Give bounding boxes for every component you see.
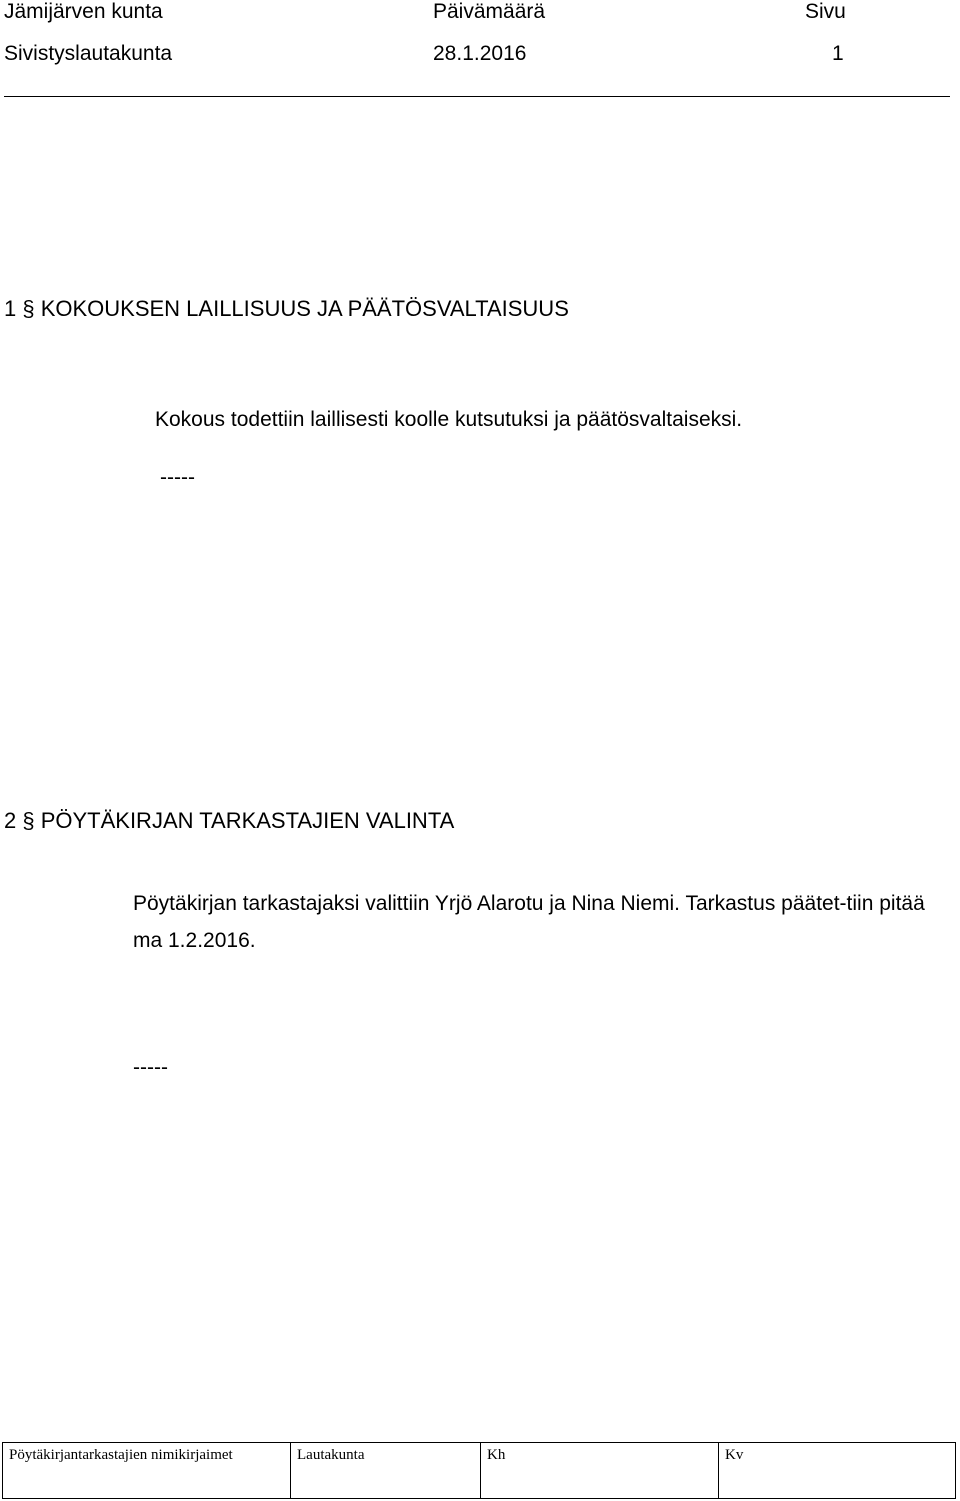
- municipality-name: Jämijärven kunta: [4, 0, 163, 23]
- page-label: Sivu: [805, 0, 846, 23]
- date-label: Päivämäärä: [433, 0, 546, 23]
- footer-cell-examiners: Pöytäkirjantarkastajien nimikirjaimet: [3, 1443, 291, 1498]
- section-2-separator: -----: [133, 1056, 168, 1079]
- initials-footer-table: [2, 1442, 956, 1499]
- section-2-heading: 2 § PÖYTÄKIRJAN TARKASTAJIEN VALINTA: [4, 808, 455, 833]
- footer-cell-kh: Kh: [481, 1443, 719, 1498]
- board-name: Sivistyslautakunta: [4, 42, 173, 65]
- footer-cell-board: Lautakunta: [291, 1443, 481, 1498]
- header-divider: [4, 96, 950, 97]
- section-1-separator: -----: [160, 466, 195, 489]
- section-1-heading: 1 § KOKOUKSEN LAILLISUUS JA PÄÄTÖSVALTAISUUS: [4, 296, 569, 321]
- date-value: 28.1.2016: [433, 42, 527, 65]
- section-2-body: Pöytäkirjan tarkastajaksi valittiin Yrjö Alarotu ja Nina Niemi. Tarkastus päätet-tiin pitää ma 1.2.2016.: [133, 892, 925, 952]
- footer-cell-kv: Kv: [725, 1447, 744, 1463]
- section-1-body: Kokous todettiin laillisesti koolle kutsutuksi ja päätösvaltaiseksi.: [155, 408, 743, 431]
- page-number: 1: [832, 42, 844, 65]
